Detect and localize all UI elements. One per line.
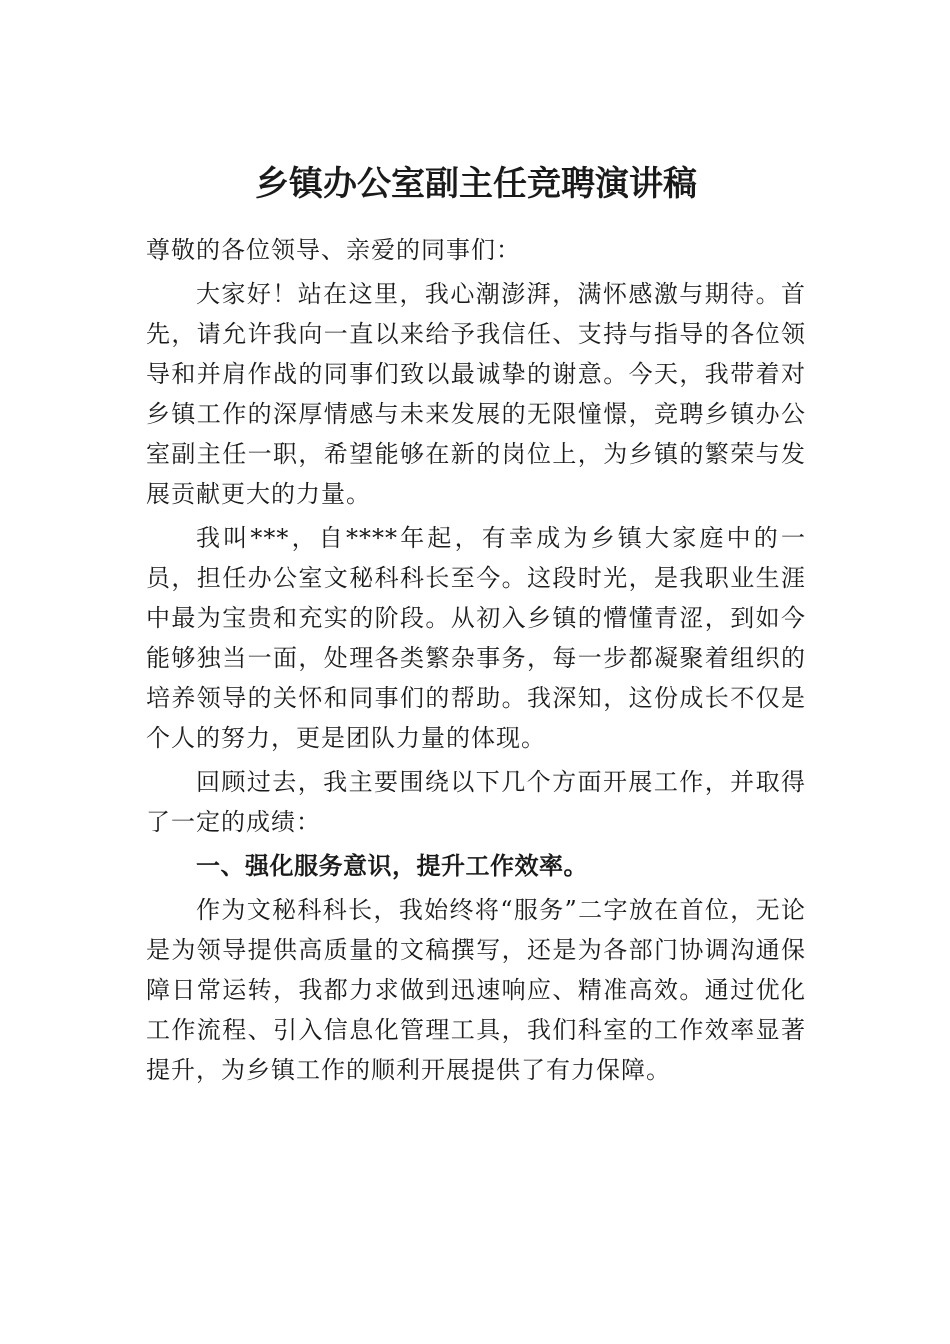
paragraph-opening: 大家好！站在这里，我心潮澎湃，满怀感激与期待。首先，请允许我向一直以来给予我信任、支持与指导的各位领导和并肩作战的同事们致以最诚挚的谢意。今天，我带着对乡镇工作的深厚情感与未来发展的无限憧憬，竞聘乡镇办公室副主任一职，希望能够在新的岗位上，为乡镇的繁荣与发展贡献更大的力量。 [146, 280, 806, 508]
paragraph-review: 回顾过去，我主要围绕以下几个方面开展工作，并取得了一定的成绩： [146, 768, 806, 836]
document-title: 乡镇办公室副主任竞聘演讲稿 [255, 164, 697, 204]
salutation: 尊敬的各位领导、亲爱的同事们： [146, 236, 521, 264]
document-body [146, 230, 806, 1090]
section-heading: 一、强化服务意识，提升工作效率。 [196, 852, 588, 880]
paragraph-introduction: 我叫***，自****年起，有幸成为乡镇大家庭中的一员，担任办公室文秘科科长至今。这段时光，是我职业生涯中最为宝贵和充实的阶段。从初入乡镇的懵懂青涩，到如今能够独当一面，处理各类繁杂事务，每一步都凝聚着组织的培养领导的关怀和同事们的帮助。我深知，这份成长不仅是个人的努力，更是团队力量的体现。 [146, 524, 806, 752]
section-paragraph: 作为文秘科科长，我始终将“服务”二字放在首位，无论是为领导提供高质量的文稿撰写，还是为各部门协调沟通保障日常运转，我都力求做到迅速响应、精准高效。通过优化工作流程、引入信息化管理工具，我们科室的工作效率显著提升，为乡镇工作的顺利开展提供了有力保障。 [146, 896, 806, 1084]
